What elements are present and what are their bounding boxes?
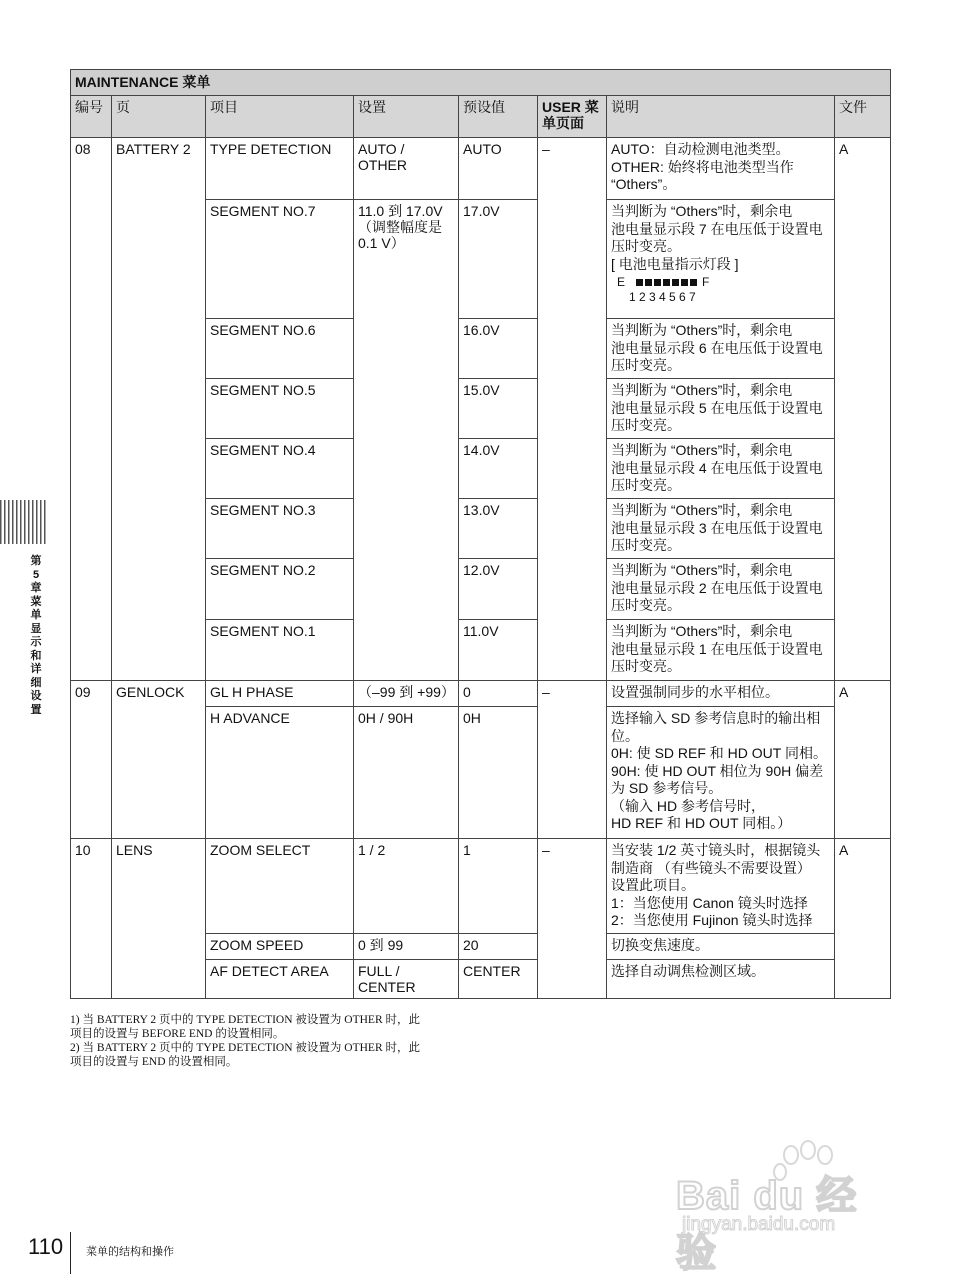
section-number: 08 (70, 137, 112, 681)
footnote-1: 1) 当 BATTERY 2 页中的 TYPE DETECTION 被设置为 OTHER 时，此 项目的设置与 BEFORE END 的设置相同。 (70, 1014, 420, 1040)
row-item: TYPE DETECTION (205, 137, 354, 200)
row-preset: 16.0V (458, 318, 538, 379)
row-setting: 0 到 99 (353, 933, 459, 960)
header-setting: 设置 (353, 95, 459, 138)
segment-digits: 1 2 3 4 5 6 7 (629, 290, 696, 304)
section-file: A (834, 680, 891, 839)
footnote-2: 2) 当 BATTERY 2 页中的 TYPE DETECTION 被设置为 OTHER 时，此 项目的设置与 END 的设置相同。 (70, 1042, 420, 1068)
segment-square (672, 279, 679, 286)
segment-square (645, 279, 652, 286)
header-description: 说明 (606, 95, 835, 138)
row-preset: 13.0V (458, 498, 538, 559)
section-number: 09 (70, 680, 112, 839)
row-item: SEGMENT NO.5 (205, 378, 354, 439)
section-file: A (834, 838, 891, 999)
row-setting: AUTO / OTHER (353, 137, 459, 200)
row-description: 选择输入 SD 参考信息时的输出相 位。 0H: 使 SD REF 和 HD OUT 同相。 90H: 使 HD OUT 相位为 90H 偏差 为 SD 参考信号。 （输入 HD 参考信号时， HD REF 和 HD OUT 同相。） (606, 706, 835, 839)
header-file: 文件 (834, 95, 891, 138)
row-item: GL H PHASE (205, 680, 354, 707)
row-item: H ADVANCE (205, 706, 354, 839)
header-page: 页 (111, 95, 206, 138)
header-item: 项目 (205, 95, 354, 138)
segment-square (636, 279, 643, 286)
row-setting: （–99 到 +99） (353, 680, 459, 707)
section-file: A (834, 137, 891, 681)
row-description: 当安装 1/2 英寸镜头时，根据镜头 制造商 （有些镜头不需要设置） 设置此项目。 1：当您使用 Canon 镜头时选择 2：当您使用 Fujinon 镜头时选择 (606, 838, 835, 934)
segment-square (681, 279, 688, 286)
row-item: SEGMENT NO.1 (205, 619, 354, 681)
row-preset: 17.0V (458, 199, 538, 319)
row-description: 当判断为 “Others”时，剩余电 池电量显示段 1 在电压低于设置电 压时变亮。 (606, 619, 835, 681)
row-setting: FULL / CENTER (353, 959, 459, 999)
row-item: SEGMENT NO.7 (205, 199, 354, 319)
page-number: 110 (28, 1234, 64, 1259)
watermark-logo: Bai du 经验 (676, 1174, 858, 1275)
row-item: ZOOM SPEED (205, 933, 354, 960)
section-user-menu: – (537, 680, 607, 839)
segment-square (690, 279, 697, 286)
row-setting: 0H / 90H (353, 706, 459, 839)
row-preset: 0H (458, 706, 538, 839)
row-item: SEGMENT NO.6 (205, 318, 354, 379)
segment-empty-label: E (617, 275, 626, 289)
table-title: MAINTENANCE 菜单 (70, 69, 891, 96)
section-page: BATTERY 2 (111, 137, 206, 681)
segment-square (654, 279, 661, 286)
row-preset: CENTER (458, 959, 538, 999)
page-footer-title: 菜单的结构和操作 (86, 1246, 174, 1258)
segment-setting-range: 11.0 到 17.0V （调整幅度是 0.1 V） (353, 199, 459, 681)
row-description (606, 199, 835, 319)
header-number: 编号 (70, 95, 112, 138)
row-preset: 14.0V (458, 438, 538, 499)
row-description: 选择自动调焦检测区域。 (606, 959, 835, 999)
row-description: 设置强制同步的水平相位。 (606, 680, 835, 707)
section-number: 10 (70, 838, 112, 999)
header-preset: 预设值 (458, 95, 538, 138)
section-page: LENS (111, 838, 206, 999)
watermark-url: jingyan.baidu.com (682, 1214, 836, 1235)
row-description: 切换变焦速度。 (606, 933, 835, 960)
row-description: AUTO：自动检测电池类型。 OTHER: 始终将电池类型当作 “Others”。 (606, 137, 835, 200)
row-item: SEGMENT NO.2 (205, 558, 354, 620)
row-setting: 1 / 2 (353, 838, 459, 934)
segment-7-description: 当判断为 “Others”时，剩余电 池电量显示段 7 在电压低于设置电 压时变亮。 [ 电池电量指示灯段 ] (611, 203, 823, 272)
row-description: 当判断为 “Others”时，剩余电 池电量显示段 5 在电压低于设置电 压时变亮。 (606, 378, 835, 439)
segment-square (663, 279, 670, 286)
baidu-watermark (676, 1130, 896, 1275)
row-preset: 20 (458, 933, 538, 960)
row-preset: 11.0V (458, 619, 538, 681)
row-preset: 15.0V (458, 378, 538, 439)
row-item: ZOOM SELECT (205, 838, 354, 934)
row-description: 当判断为 “Others”时，剩余电 池电量显示段 3 在电压低于设置电 压时变亮。 (606, 498, 835, 559)
row-item: SEGMENT NO.3 (205, 498, 354, 559)
row-preset: 0 (458, 680, 538, 707)
section-page: GENLOCK (111, 680, 206, 839)
row-preset: 12.0V (458, 558, 538, 620)
row-description: 当判断为 “Others”时，剩余电 池电量显示段 2 在电压低于设置电 压时变亮。 (606, 558, 835, 620)
header-user-menu: USER 菜 单页面 (537, 95, 607, 138)
row-preset: AUTO (458, 137, 538, 200)
chapter-tab-stripes (0, 500, 48, 544)
segment-full-label: F (702, 275, 710, 289)
section-user-menu: – (537, 137, 607, 681)
footer-divider (70, 1232, 71, 1274)
row-preset: 1 (458, 838, 538, 934)
row-item: SEGMENT NO.4 (205, 438, 354, 499)
section-user-menu: – (537, 838, 607, 999)
row-description: 当判断为 “Others”时，剩余电 池电量显示段 6 在电压低于设置电 压时变亮。 (606, 318, 835, 379)
row-item: AF DETECT AREA (205, 959, 354, 999)
row-description: 当判断为 “Others”时，剩余电 池电量显示段 4 在电压低于设置电 压时变亮。 (606, 438, 835, 499)
chapter-tab-label: 第 5 章 菜 单 显 示 和 详 细 设 置 (30, 555, 42, 716)
battery-segment-indicator (611, 275, 830, 305)
